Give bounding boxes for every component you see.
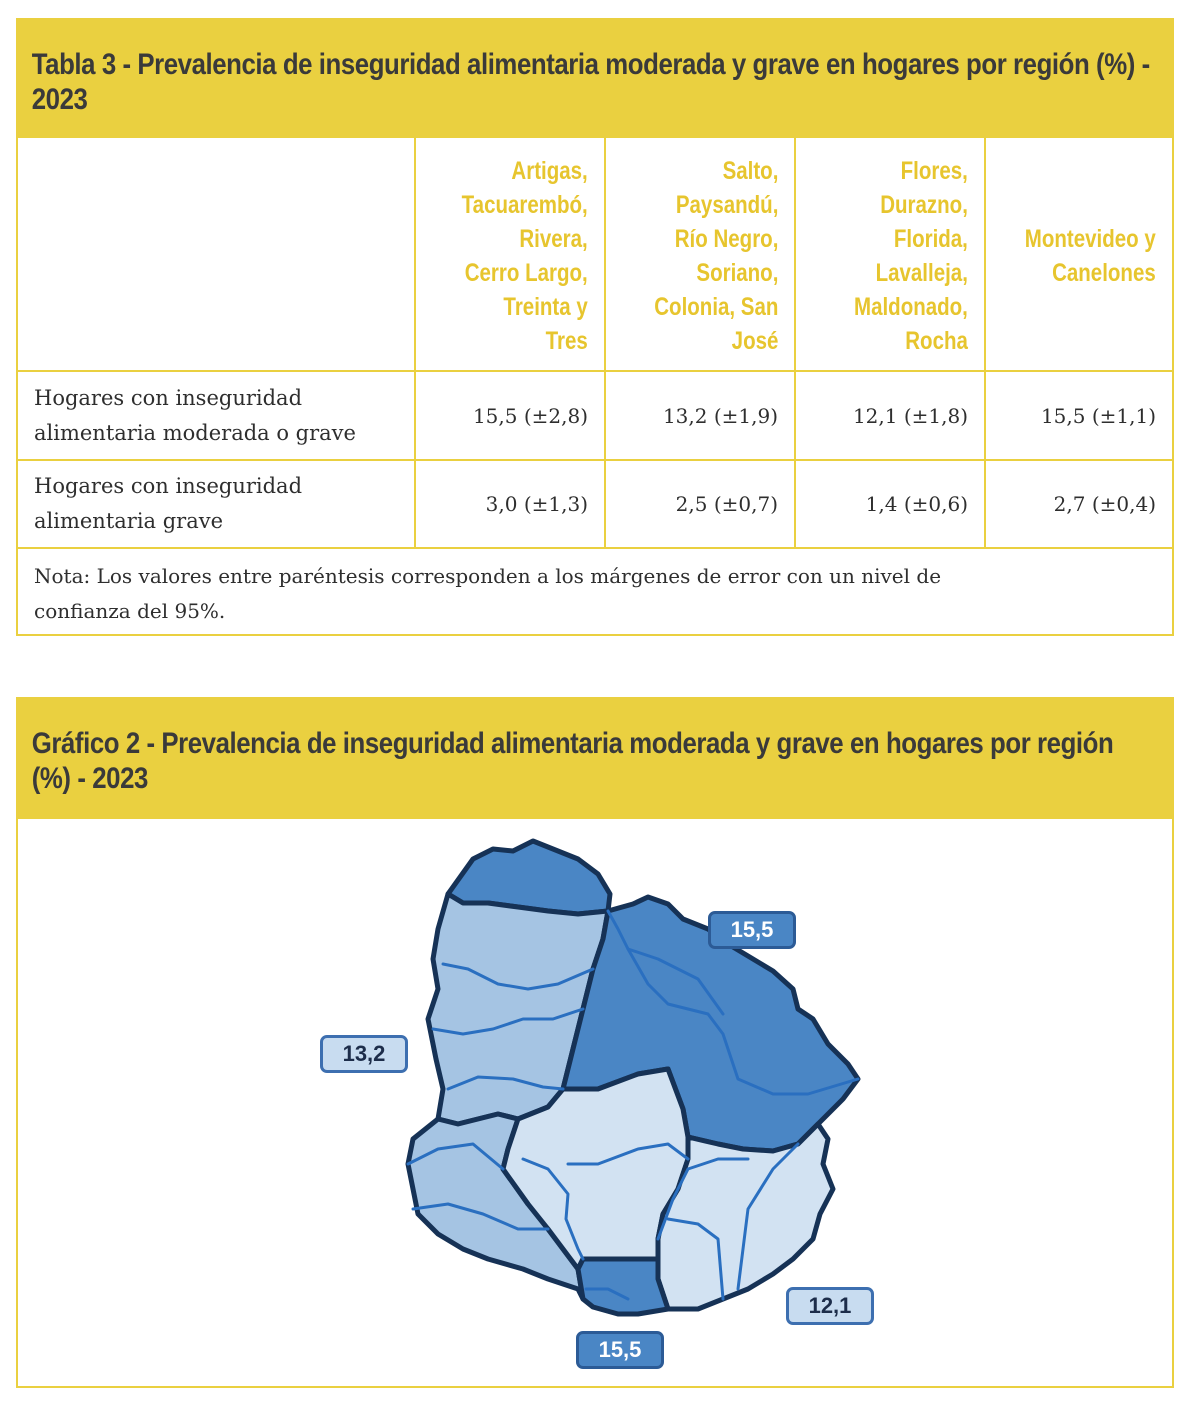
header-region-4: Montevideo y Canelones — [985, 138, 1172, 371]
table-note: Nota: Los valores entre paréntesis corresponden a los márgenes de error con un nivel de confianza del 95%. — [18, 548, 1172, 639]
table-cell: 3,0 (±1,3) — [415, 460, 605, 548]
region-table — [18, 138, 1172, 639]
header-region-2: Salto, Paysandú, Río Negro, Soriano, Colonia, San José — [605, 138, 795, 371]
table-cell: 2,5 (±0,7) — [605, 460, 795, 548]
badge-east: 12,1 — [786, 1287, 874, 1325]
table-cell: 15,5 (±1,1) — [985, 371, 1172, 460]
header-region-3: Flores, Durazno, Florida, Lavalleja, Maldonado, Rocha — [795, 138, 985, 371]
chart-title: Gráfico 2 - Prevalencia de inseguridad alimentaria moderada y grave en hogares por región (%) - 2023 — [18, 699, 1172, 819]
table-row — [18, 371, 1172, 460]
header-region-1: Artigas, Tacuarembó, Rivera, Cerro Largo, Treinta y Tres — [415, 138, 605, 371]
table-cell: 1,4 (±0,6) — [795, 460, 985, 548]
badge-south: 15,5 — [576, 1331, 664, 1369]
table-cell: 12,1 (±1,8) — [795, 371, 985, 460]
table-panel — [16, 18, 1174, 636]
table-cell: 2,7 (±0,4) — [985, 460, 1172, 548]
badge-north: 15,5 — [708, 911, 796, 949]
map-region-south — [578, 1259, 668, 1314]
table-title: Tabla 3 - Prevalencia de inseguridad alimentaria moderada y grave en hogares por región (%) - 2023 — [18, 20, 1172, 138]
table-cell: 13,2 (±1,9) — [605, 371, 795, 460]
row-label-severe: Hogares con inseguridad alimentaria grave — [18, 460, 415, 548]
table-cell: 15,5 (±2,8) — [415, 371, 605, 460]
uruguay-map — [18, 819, 1172, 1386]
table-header-row — [18, 138, 1172, 371]
map-panel — [16, 697, 1174, 1388]
table-note-row — [18, 548, 1172, 639]
badge-west: 13,2 — [320, 1035, 408, 1073]
row-label-moderate: Hogares con inseguridad alimentaria moderada o grave — [18, 371, 415, 460]
header-empty — [18, 138, 415, 371]
table-row — [18, 460, 1172, 548]
